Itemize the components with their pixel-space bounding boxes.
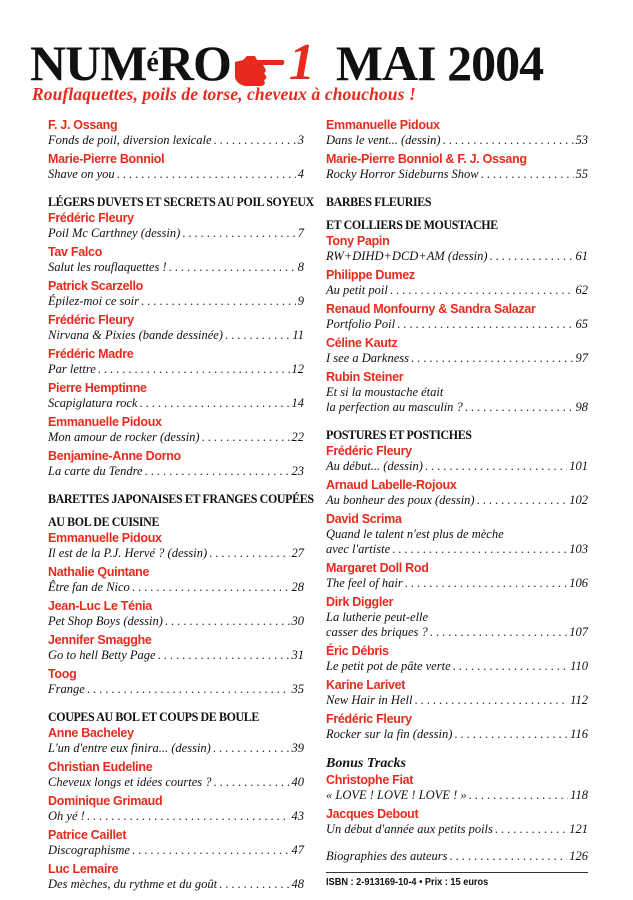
toc-entry [48,415,304,445]
isbn-price: ISBN : 2-913169-10-4 • Prix : 15 euros [326,877,489,888]
dot-leader [132,580,290,595]
toc-entry [326,561,588,591]
dot-leader [213,741,290,756]
toc-title-line [48,167,304,182]
toc-title-line [326,542,588,557]
entry-gap [48,892,304,896]
section-heading: LÉGERS DUVETS ET SECRETS AU POIL SOYEUX [48,194,314,209]
entry-author: Frédéric Fleury [326,712,412,726]
dot-leader [202,430,290,445]
entry-title: Par lettre [48,362,96,376]
entry-title: New Hair in Hell [326,693,413,707]
toc-entry [48,211,304,241]
dot-leader [209,546,289,561]
entry-author: Dominique Grimaud [48,794,163,808]
pointing-hand-icon [233,46,287,84]
toc-entry [326,370,588,415]
toc-entry [326,807,588,837]
entry-title: I see a Darkness [326,351,409,365]
entry-author: Marie-Pierre Bonniol [48,152,165,166]
toc-entry [48,279,304,309]
dot-leader [390,283,574,298]
entry-title-line: Quand le talent n'est plus de mèche [326,527,504,541]
entry-title: casser des briques ? [326,625,428,639]
entry-author: Jean-Luc Le Ténia [48,599,152,613]
toc-entry [48,794,304,824]
toc-entry [326,678,588,708]
toc-title-line [326,493,588,508]
page-number: 103 [569,542,588,556]
toc-entry [48,633,304,663]
toc-title-line [326,788,588,803]
entry-author: Pierre Hemptinne [48,381,147,395]
section-heading: COUPES AU BOL ET COUPS DE BOULE [48,709,260,724]
entry-title: Portfolio Poil [326,317,396,331]
entry-author: Nathalie Quintane [48,565,150,579]
entry-author: Renaud Monfourny & Sandra Salazar [326,302,536,316]
page-number: 28 [291,580,304,594]
page-number: 47 [291,843,304,857]
toc-entry [326,118,588,148]
page-number: 27 [291,546,304,560]
toc-entry [48,667,304,697]
entry-author: Toog [48,667,77,681]
entry-author: Tav Falco [48,245,103,259]
entry-author: Christian Eudeline [48,760,153,774]
toc-entry [48,347,304,377]
entry-title: Épilez-moi ce soir [48,294,139,308]
section-heading: BARETTES JAPONAISES ET FRANGES COUPÉES [48,491,314,506]
toc-entry [326,595,588,640]
page-number: 4 [297,167,304,181]
dot-leader [465,400,574,415]
dot-leader [169,260,296,275]
toc-entry [326,336,588,366]
entry-title: Salut les rouflaquettes ! [48,260,167,274]
entry-author: Philippe Dumez [326,268,415,282]
toc-entry [48,531,304,561]
toc-title-line [326,317,588,332]
entry-title: Dans le vent... (dessin) [326,133,441,147]
page-number: 110 [570,659,588,673]
toc-title-line [48,294,304,309]
toc-entry [326,478,588,508]
entry-author: Margaret Doll Rod [326,561,429,575]
dot-leader [117,167,296,182]
entry-title: Rocky Horror Sideburns Show [326,167,479,181]
entry-author: Frédéric Fleury [326,444,412,458]
toc-title-line [48,430,304,445]
page-number: 14 [291,396,304,410]
entry-title: Au bonheur des poux (dessin) [326,493,475,507]
toc-entry [326,644,588,674]
entry-title: Frange [48,682,85,696]
page-number: 30 [291,614,304,628]
entry-author: Anne Bacheley [48,726,134,740]
entry-title: Au début... (dessin) [326,459,423,473]
entry-author: Frédéric Fleury [48,313,134,327]
dot-leader [158,648,290,663]
toc-entry [48,565,304,595]
page-number: 9 [297,294,304,308]
dot-leader [490,249,574,264]
entry-gap [326,182,588,186]
section-heading: BARBES FLEURIES [326,194,432,209]
page-number: 48 [291,877,304,891]
entry-gap [48,182,304,186]
toc-entry [48,381,304,411]
page-number: 101 [569,459,588,473]
page-number: 22 [291,430,304,444]
entry-author: Emmanuelle Pidoux [326,118,440,132]
toc-title-line [326,849,588,864]
toc-title-line [48,682,304,697]
toc-entry [48,449,304,479]
entry-author: Arnaud Labelle-Rojoux [326,478,457,492]
toc-entry [48,726,304,756]
dot-leader [405,576,568,591]
entry-author: Jacques Debout [326,807,419,821]
entry-title: Un début d'année aux petits poils [326,822,493,836]
title-num: NUM [30,35,147,91]
entry-gap [48,697,304,701]
toc-left-column [48,118,314,896]
entry-author: Patrick Scarzello [48,279,143,293]
entry-author: Éric Débris [326,644,389,658]
masthead [30,28,610,91]
toc-title-line [48,877,304,892]
page-number: 61 [575,249,588,263]
toc-entry [48,828,304,858]
page-number: 53 [575,133,588,147]
toc-entry [326,152,588,182]
dot-leader [469,788,569,803]
section-heading: POSTURES ET POSTICHES [326,427,472,442]
page-number: 126 [569,849,588,863]
toc-entry [326,268,588,298]
dot-leader [411,351,574,366]
entry-title: RW+DIHD+DCD+AM (dessin) [326,249,488,263]
toc-title-line [326,249,588,264]
toc-title-line [48,614,304,629]
page-number: 43 [291,809,304,823]
page-number: 7 [297,226,304,240]
entry-title: Rocker sur la fin (dessin) [326,727,453,741]
entry-title: « LOVE ! LOVE ! LOVE ! » [326,788,467,802]
dot-leader [397,317,573,332]
toc-title-line [48,580,304,595]
page-number: 23 [291,464,304,478]
entry-title: Oh yé ! [48,809,85,823]
dot-leader [454,727,568,742]
entry-author: Luc Lemaire [48,862,119,876]
entry-title: Mon amour de rocker (dessin) [48,430,200,444]
entry-author: Benjamine-Anne Dorno [48,449,181,463]
entry-title: Pet Shop Boys (dessin) [48,614,163,628]
dot-leader [481,167,574,182]
entry-title-line: Et si la moustache était [326,385,444,399]
page-number: 102 [569,493,588,507]
entry-title: Biographies des auteurs [326,849,448,863]
dot-leader [98,362,290,377]
title-e: é [146,47,158,78]
toc-entry [326,444,588,474]
entry-title: Cheveux longs et idées courtes ? [48,775,212,789]
toc-title-line [48,260,304,275]
subtitle: Rouflaquettes, poils de torse, cheveux à chouchous ! [32,84,416,104]
entry-title: Au petit poil [326,283,388,297]
toc-title-line [326,167,588,182]
dot-leader [214,133,296,148]
toc-title-line [326,459,588,474]
entry-title: Poil Mc Carthney (dessin) [48,226,181,240]
entry-author: Marie-Pierre Bonniol & F. J. Ossang [326,152,527,166]
entry-title: Shave on you [48,167,115,181]
page-number: 8 [297,260,304,274]
toc-entry [326,773,588,803]
entry-title: Il est de la P.J. Hervé ? (dessin) [48,546,208,560]
entry-title: L'un d'entre eux finira... (dessin) [48,741,211,755]
entry-title: Go to hell Betty Page [48,648,156,662]
magazine-title [30,28,610,91]
entry-author: Jennifer Smagghe [48,633,152,647]
bonus-heading: Bonus Tracks [326,756,407,771]
entry-author: Christophe Fiat [326,773,414,787]
toc-entry [48,245,304,275]
entry-author: Dirk Diggler [326,595,394,609]
toc-title-line [48,226,304,241]
toc-entry [326,712,588,742]
toc-title-line [326,822,588,837]
dot-leader [182,226,295,241]
dot-leader [430,625,568,640]
toc-title-line [326,133,588,148]
page-number: 31 [291,648,304,662]
toc-title-line [326,659,588,674]
page-number: 62 [575,283,588,297]
title-ro: RO [157,35,231,91]
page-number: 112 [570,693,588,707]
toc-title-line [48,396,304,411]
entry-title: Discographisme [48,843,130,857]
entry-author: Emmanuelle Pidoux [48,415,162,429]
entry-author: Emmanuelle Pidoux [48,531,162,545]
toc-title-line [48,843,304,858]
toc-title-line [48,328,304,343]
dot-leader [219,877,289,892]
page-number: 98 [575,400,588,414]
page-number: 121 [569,822,588,836]
page-number: 40 [291,775,304,789]
dot-leader [145,464,290,479]
page-number: 118 [570,788,588,802]
entry-title: La carte du Tendre [48,464,143,478]
toc-title-line [48,362,304,377]
toc-title-line [326,625,588,640]
page-number: 106 [569,576,588,590]
entry-title: Être fan de Nico [48,580,130,594]
entry-gap [326,742,588,746]
entry-title: Nirvana & Pixies (bande dessinée) [48,328,223,342]
toc-title-line [48,741,304,756]
entry-title: Scapiglatura rock [48,396,138,410]
toc-entry [48,599,304,629]
entry-gap [48,479,304,483]
toc-title-line [48,546,304,561]
toc-title-line [48,133,304,148]
entry-title: Des mèches, du rythme et du goût [48,877,218,891]
toc-entry [326,302,588,332]
dot-leader [165,614,290,629]
page-number: 97 [575,351,588,365]
entry-author: Tony Papin [326,234,390,248]
entry-title: The feel of hair [326,576,403,590]
entry-author: Rubin Steiner [326,370,404,384]
entry-title: Le petit pot de pâte verte [326,659,451,673]
page-number: 107 [569,625,588,639]
dot-leader [443,133,574,148]
page-number: 39 [291,741,304,755]
toc-entry [48,118,304,148]
page-number: 12 [291,362,304,376]
page-number: 11 [292,328,304,342]
toc-entry [326,512,588,557]
toc-right-column [326,118,588,888]
entry-title-line: La lutherie peut-elle [326,610,429,624]
page-number: 35 [291,682,304,696]
page-number: 3 [297,133,304,147]
toc-title-line [48,809,304,824]
dot-leader [450,849,568,864]
dot-leader [225,328,290,343]
divider [326,872,588,873]
toc-title-line [326,283,588,298]
entry-title: avec l'artiste [326,542,391,556]
toc-title-line [326,400,588,415]
section-heading: AU BOL DE CUISINE [48,514,160,529]
dot-leader [87,809,290,824]
dot-leader [495,822,567,837]
toc-title-line [48,775,304,790]
issue-number: 1 [288,34,314,91]
toc-title-line [326,693,588,708]
entry-title: la perfection au masculin ? [326,400,463,414]
entry-author: F. J. Ossang [48,118,118,132]
toc-title-line [48,464,304,479]
toc-entry [48,152,304,182]
toc-entry [326,849,588,864]
dot-leader [414,693,568,708]
entry-gap [326,415,588,419]
toc-title-line [326,576,588,591]
entry-author: Céline Kautz [326,336,398,350]
dot-leader [453,659,569,674]
dot-leader [141,294,296,309]
toc-title-line [48,648,304,663]
toc-title-line [326,727,588,742]
toc-entry [48,862,304,892]
dot-leader [132,843,290,858]
issue-date: MAI 2004 [335,35,544,91]
entry-author: Frédéric Fleury [48,211,134,225]
dot-leader [87,682,290,697]
dot-leader [392,542,567,557]
page-number: 116 [570,727,588,741]
dot-leader [214,775,290,790]
dot-leader [139,396,289,411]
entry-author: David Scrima [326,512,402,526]
entry-author: Karine Larivet [326,678,406,692]
entry-author: Patrice Caillet [48,828,127,842]
dot-leader [425,459,567,474]
page-number: 55 [575,167,588,181]
page-number: 65 [575,317,588,331]
toc-title-line [326,351,588,366]
toc-entry [326,234,588,264]
dot-leader [477,493,568,508]
toc-entry [48,313,304,343]
toc-entry [48,760,304,790]
entry-author: Frédéric Madre [48,347,134,361]
entry-title: Fonds de poil, diversion lexicale [48,133,212,147]
section-heading: ET COLLIERS DE MOUSTACHE [326,217,498,232]
